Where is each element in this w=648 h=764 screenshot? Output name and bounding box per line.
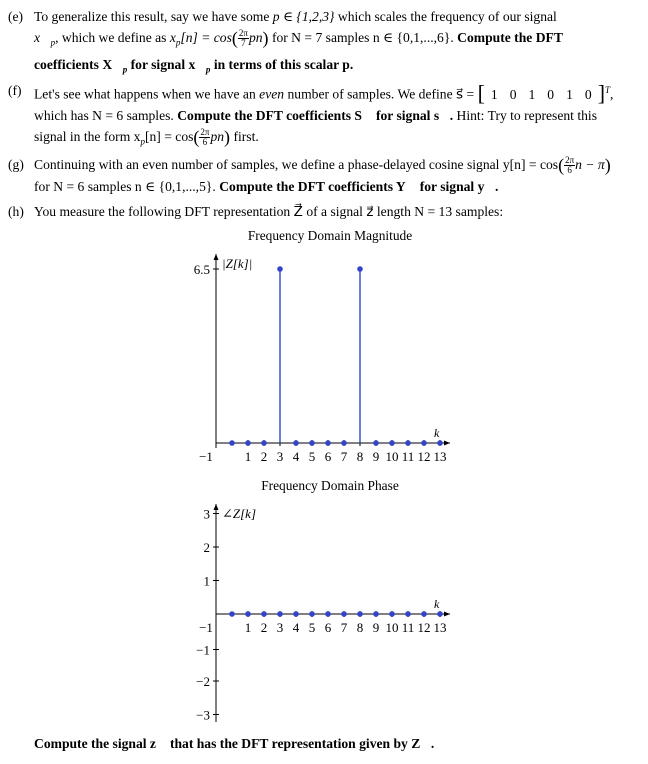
phase-chart-title: Frequency Domain Phase xyxy=(261,478,399,493)
x-tick-label: 1 xyxy=(244,449,252,464)
stem-point xyxy=(325,440,331,446)
x-tick-label: 4 xyxy=(292,449,300,464)
label-f: (f) xyxy=(8,83,22,98)
x-tick-label: 13 xyxy=(433,449,447,464)
stem-point xyxy=(389,440,395,446)
x-axis-label: k xyxy=(434,426,440,440)
x-tick-label: −1 xyxy=(199,620,213,635)
f-text-2b: Hint: Try to represent this xyxy=(456,107,597,123)
f-vector-entry: 0 xyxy=(509,86,517,102)
f-vector-entry: 1 xyxy=(566,86,573,102)
f-text-3d: first. xyxy=(233,128,259,144)
x-tick-label: 2 xyxy=(260,449,268,464)
stem-point xyxy=(245,611,251,617)
e-eq-x: x xyxy=(169,30,176,45)
f-text-2a: which has N = 6 samples. xyxy=(34,107,174,123)
g-bold-2: Compute the DFT coefficients Y⃗ for signal y⃗. xyxy=(219,179,499,194)
stem-point xyxy=(373,611,379,617)
stem-point xyxy=(357,611,363,617)
label-h: (h) xyxy=(8,204,24,219)
f-text-3a: signal in the form x xyxy=(34,128,141,144)
f-bold-2: Compute the DFT coefficients S⃗ for signal s⃗. xyxy=(177,107,454,123)
f-vector-entry: 0 xyxy=(584,86,592,102)
e-bold-3b: for signal x⃗ xyxy=(130,56,206,72)
y-axis-label: ∠Z[k] xyxy=(222,506,257,521)
x-tick-label: 2 xyxy=(260,620,268,635)
e-text-2d: for N = 7 samples n ∈ {0,1,...,6}. xyxy=(271,30,454,45)
stem-point xyxy=(405,440,411,446)
y-axis-label: |Z[k]| xyxy=(222,256,253,271)
x-tick-label: 3 xyxy=(276,449,284,464)
x-tick-label: 4 xyxy=(292,620,300,635)
stem-point xyxy=(261,611,267,617)
e-text-1a: To generalize this result, say we have some xyxy=(34,9,270,24)
stem-point xyxy=(325,611,331,617)
x-tick-label: 7 xyxy=(340,449,348,464)
x-tick-label: 11 xyxy=(401,620,415,635)
y-axis-arrow xyxy=(214,254,219,260)
stem-point xyxy=(309,440,315,446)
f-text-1a: Let's see what happens when we have an xyxy=(34,86,256,102)
e-vec-x: x⃗ xyxy=(34,30,51,45)
x-tick-label: 6 xyxy=(324,449,332,464)
x-tick-label: 9 xyxy=(372,449,380,464)
g-text-2a: for N = 6 samples n ∈ {0,1,...,5}. xyxy=(34,179,216,194)
f-vector-entry: 1 xyxy=(528,86,536,102)
f-vector-entry: 0 xyxy=(547,86,555,102)
label-e: (e) xyxy=(8,9,24,24)
x-tick-label: 3 xyxy=(276,620,284,635)
stem-point xyxy=(341,611,347,617)
e-fraction: $\frac{2\pi}{7}$ xyxy=(238,28,248,49)
y-tick-label: −2 xyxy=(196,674,210,689)
e-sub-p: p xyxy=(50,37,56,48)
g-fraction: $\frac{2\pi}{6}$ xyxy=(565,155,575,176)
stem-point xyxy=(421,440,427,446)
e-text-1c: which scales the frequency of our signal xyxy=(337,9,557,24)
y-tick-label: −3 xyxy=(196,707,210,723)
x-tick-label: 6 xyxy=(324,620,332,635)
x-tick-label: 10 xyxy=(385,449,399,464)
x-tick-label: 9 xyxy=(372,620,380,635)
stem-point xyxy=(229,611,235,617)
stem-point xyxy=(421,611,427,617)
f-pn: pn xyxy=(210,128,225,144)
f-text-1b: number of samples. We define s⃗ = xyxy=(287,86,475,102)
final-question: Compute the signal z⃗ that has the DFT representation given by Z⃗. xyxy=(34,736,435,751)
x-axis-label: k xyxy=(434,597,440,611)
e-pn: pn xyxy=(248,30,263,45)
stem-point xyxy=(229,440,235,446)
y-tick-label: 3 xyxy=(203,506,210,522)
stem-point xyxy=(405,611,411,617)
f-vector-entry: 1 xyxy=(490,86,498,102)
stem-point xyxy=(373,440,379,446)
e-bold-3c: in terms of this scalar p. xyxy=(213,56,354,72)
x-tick-label: 12 xyxy=(417,620,431,635)
phase-chart xyxy=(0,496,648,736)
e-eq-sub: p xyxy=(175,37,181,48)
stem-point xyxy=(245,440,251,446)
f-transpose: T xyxy=(605,85,611,95)
stem-point xyxy=(277,611,283,617)
magnitude-chart-title: Frequency Domain Magnitude xyxy=(247,228,413,243)
magnitude-chart xyxy=(0,248,648,478)
stem-point xyxy=(357,266,363,272)
g-text-1b: n − π xyxy=(575,157,605,172)
stem-point xyxy=(437,440,443,446)
y-tick-label: −1 xyxy=(196,642,210,658)
x-tick-label: 1 xyxy=(244,620,252,635)
stem-point xyxy=(309,611,315,617)
h-text: You measure the following DFT representation Z⃗ of a signal z⃗ length N = 13 samples: xyxy=(34,204,504,219)
x-tick-label: 5 xyxy=(308,620,316,635)
f-text-even: even xyxy=(259,86,285,102)
x-axis-arrow xyxy=(444,441,450,446)
e-math-p: p ∈ {1,2,3} xyxy=(272,9,335,24)
e-bold-2: Compute the DFT xyxy=(457,30,563,45)
stem-point xyxy=(341,440,347,446)
g-text-1a: Continuing with an even number of samples, we define a phase-delayed cosine signal y[n] = cos xyxy=(34,157,559,172)
f-vector xyxy=(485,87,598,102)
x-tick-label: 8 xyxy=(356,449,364,464)
x-axis-arrow xyxy=(444,612,450,617)
y-tick-label: 2 xyxy=(203,540,210,555)
stem-point xyxy=(293,440,299,446)
stem-point xyxy=(389,611,395,617)
label-g: (g) xyxy=(8,157,24,172)
x-tick-label: 5 xyxy=(308,449,316,464)
e-text-2b: , which we define as xyxy=(55,30,167,45)
x-tick-label: 8 xyxy=(356,620,364,635)
x-tick-label: 11 xyxy=(401,449,415,464)
x-tick-label: 12 xyxy=(417,449,431,464)
e-bold-3a: coefficients X⃗ xyxy=(34,56,123,72)
x-tick-label: 13 xyxy=(433,620,447,635)
x-tick-label: 10 xyxy=(385,620,399,635)
x-tick-label: 7 xyxy=(340,620,348,635)
y-axis-arrow xyxy=(214,504,219,510)
stem-point xyxy=(437,611,443,617)
f-fraction: $\frac{2\pi}{6}$ xyxy=(200,126,210,147)
x-tick-label: −1 xyxy=(199,449,213,464)
f-text-3b: [n] = cos xyxy=(144,128,194,144)
y-tick-label: 1 xyxy=(203,573,210,589)
y-tick-label: 6.5 xyxy=(193,262,210,277)
e-eq-cos: [n] = cos xyxy=(180,30,232,45)
stem-point xyxy=(261,440,267,446)
stem-point xyxy=(277,266,283,272)
stem-point xyxy=(293,611,299,617)
